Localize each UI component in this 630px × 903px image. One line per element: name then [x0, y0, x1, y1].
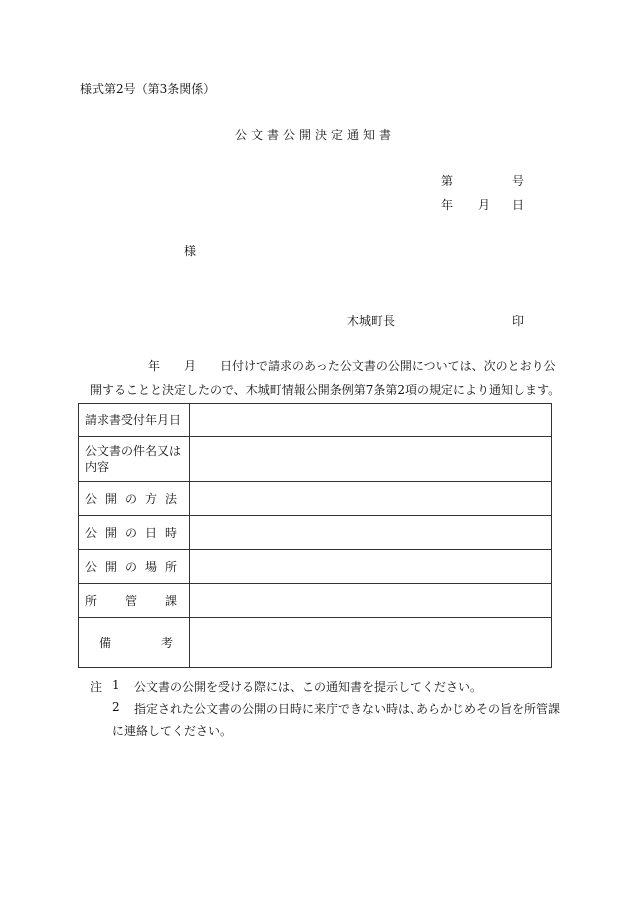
subject-value[interactable]: [190, 437, 552, 482]
label-char: 開: [104, 491, 117, 506]
note-1-text: 公文書の公開を受ける際には、この通知書を提示してください。: [134, 680, 483, 694]
body-month: 月: [184, 359, 197, 373]
seal-mark: 印: [512, 314, 525, 328]
note-2-number: 2: [112, 700, 120, 714]
subject-label-line1: 公文書の件名又は: [85, 444, 182, 458]
datetime-value[interactable]: [190, 516, 552, 550]
note-2-text: 指定された公文書の公開の日時に来庁できない時は､あらかじめその旨を所管課: [134, 702, 561, 716]
label-char: 備: [99, 635, 112, 650]
table-row: [79, 482, 552, 516]
remarks-label: [79, 618, 190, 668]
label-char: 所: [85, 593, 98, 608]
doc-number-suffix: 号: [512, 174, 525, 188]
label-char: 方: [144, 491, 157, 506]
label-char: 公: [85, 525, 98, 540]
label-char: の: [124, 525, 137, 540]
date-day: 日: [512, 198, 525, 212]
label-char: 開: [104, 559, 117, 574]
table-row: [79, 618, 552, 668]
note-mark: 注: [90, 680, 103, 694]
addressee-suffix: 様: [184, 244, 197, 258]
body-line-1-text: 日付けで請求のあった公文書の公開については、次のとおり公: [220, 359, 556, 373]
label-char: 開: [104, 525, 117, 540]
date-year: 年: [441, 198, 454, 212]
label-char: 管: [124, 593, 137, 608]
label-char: 公: [85, 559, 98, 574]
request-date-value[interactable]: [190, 404, 552, 437]
place-label: [79, 550, 190, 584]
remarks-value[interactable]: [190, 618, 552, 668]
label-char: 公: [85, 491, 98, 506]
note-1-number: 1: [112, 678, 120, 692]
department-value[interactable]: [190, 584, 552, 618]
label-char: 時: [164, 525, 177, 540]
sender-name: 木城町長: [347, 314, 396, 328]
method-value[interactable]: [190, 482, 552, 516]
label-char: 所: [164, 559, 177, 574]
table-row: [79, 516, 552, 550]
label-char: の: [124, 559, 137, 574]
doc-number-prefix: 第: [441, 174, 454, 188]
label-char: 課: [164, 593, 177, 608]
body-year: 年: [148, 359, 161, 373]
document-title: 公文書公開決定通知書: [234, 128, 395, 142]
form-number: 様式第2号（第3条関係）: [80, 82, 216, 96]
table-row: [79, 584, 552, 618]
date-month: 月: [478, 198, 491, 212]
label-char: 場: [144, 559, 157, 574]
datetime-label: [79, 516, 190, 550]
subject-label-line2: 内容: [85, 460, 110, 474]
place-value[interactable]: [190, 550, 552, 584]
method-label: [79, 482, 190, 516]
body-line-2: 開することと決定したので、木城町情報公開条例第7条第2項の規定により通知します。: [90, 383, 561, 397]
table-row: [79, 437, 552, 482]
label-char: 日: [144, 525, 157, 540]
label-char: の: [124, 491, 137, 506]
note-2-text-continued: に連絡してください。: [112, 724, 233, 738]
label-char: 考: [160, 635, 173, 650]
table-row: [79, 404, 552, 437]
subject-label: [79, 437, 190, 482]
request-date-label: 請求書受付年月日: [79, 404, 190, 437]
label-char: 法: [164, 491, 177, 506]
info-table: [78, 403, 552, 668]
table-row: [79, 550, 552, 584]
department-label: [79, 584, 190, 618]
